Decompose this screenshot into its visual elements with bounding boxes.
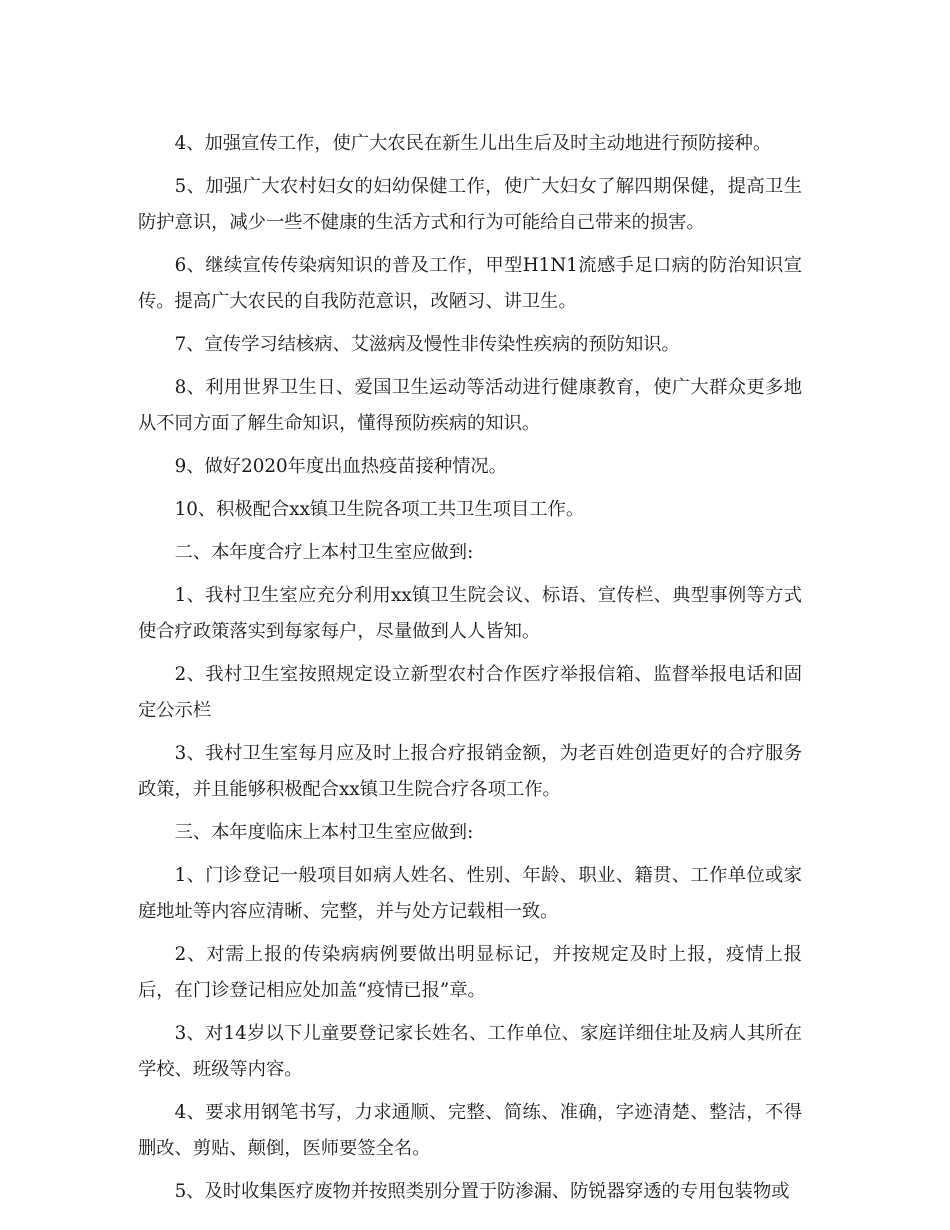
paragraph-item-8: 8、利用世界卫生日、爱国卫生运动等活动进行健康教育，使广大群众更多地从不同方面了解生命知识，懂得预防疾病的知识。 bbox=[138, 377, 802, 434]
paragraph-item-s3-4: 4、要求用钢笔书写，力求通顺、完整、简练、准确，字迹清楚、整洁，不得删改、剪贴、颠倒，医师要签全名。 bbox=[138, 1102, 802, 1159]
paragraph-item-s2-1: 1、我村卫生室应充分利用xx镇卫生院会议、标语、宣传栏、典型事例等方式使合疗政策落实到每家每户，尽量做到人人皆知。 bbox=[138, 585, 802, 642]
paragraph-item-6: 6、继续宣传传染病知识的普及工作，甲型H1N1流感手足口病的防治知识宣传。提高广大农民的自我防范意识，改陋习、讲卫生。 bbox=[138, 255, 802, 312]
section-heading-2: 二、本年度合疗上本村卫生室应做到: bbox=[174, 542, 474, 563]
paragraph-item-s3-5: 5、及时收集医疗废物并按照类别分置于防渗漏、防锐器穿透的专用包装物或 bbox=[174, 1181, 790, 1202]
paragraph-item-s3-1: 1、门诊登记一般项目如病人姓名、性别、年龄、职业、籍贯、工作单位或家庭地址等内容应清晰、完整，并与处方记载相一致。 bbox=[138, 865, 802, 922]
section-heading-3: 三、本年度临床上本村卫生室应做到: bbox=[174, 822, 474, 843]
paragraph-item-9: 9、做好2020年度出血热疫苗接种情况。 bbox=[174, 456, 507, 477]
paragraph-item-5: 5、加强广大农村妇女的妇幼保健工作，使广大妇女了解四期保健，提高卫生防护意识，减少一些不健康的生活方式和行为可能给自己带来的损害。 bbox=[138, 176, 802, 233]
paragraph-item-4: 4、加强宣传工作，使广大农民在新生儿出生后及时主动地进行预防接种。 bbox=[174, 133, 772, 154]
paragraph-item-s2-2: 2、我村卫生室按照规定设立新型农村合作医疗举报信箱、监督举报电话和固定公示栏 bbox=[138, 664, 802, 721]
paragraph-item-s3-3: 3、对14岁以下儿童要登记家长姓名、工作单位、家庭详细住址及病人其所在学校、班级等内容。 bbox=[138, 1023, 802, 1080]
paragraph-item-s2-3: 3、我村卫生室每月应及时上报合疗报销金额，为老百姓创造更好的合疗服务政策，并且能够积极配合xx镇卫生院合疗各项工作。 bbox=[138, 743, 802, 800]
paragraph-item-10: 10、积极配合xx镇卫生院各项工共卫生项目工作。 bbox=[174, 499, 585, 520]
paragraph-item-7: 7、宣传学习结核病、艾滋病及慢性非传染性疾病的预防知识。 bbox=[174, 334, 680, 355]
paragraph-item-s3-2: 2、对需上报的传染病病例要做出明显标记，并按规定及时上报，疫情上报后，在门诊登记相应处加盖“疫情已报”章。 bbox=[138, 944, 802, 1001]
document-body bbox=[138, 126, 802, 1217]
